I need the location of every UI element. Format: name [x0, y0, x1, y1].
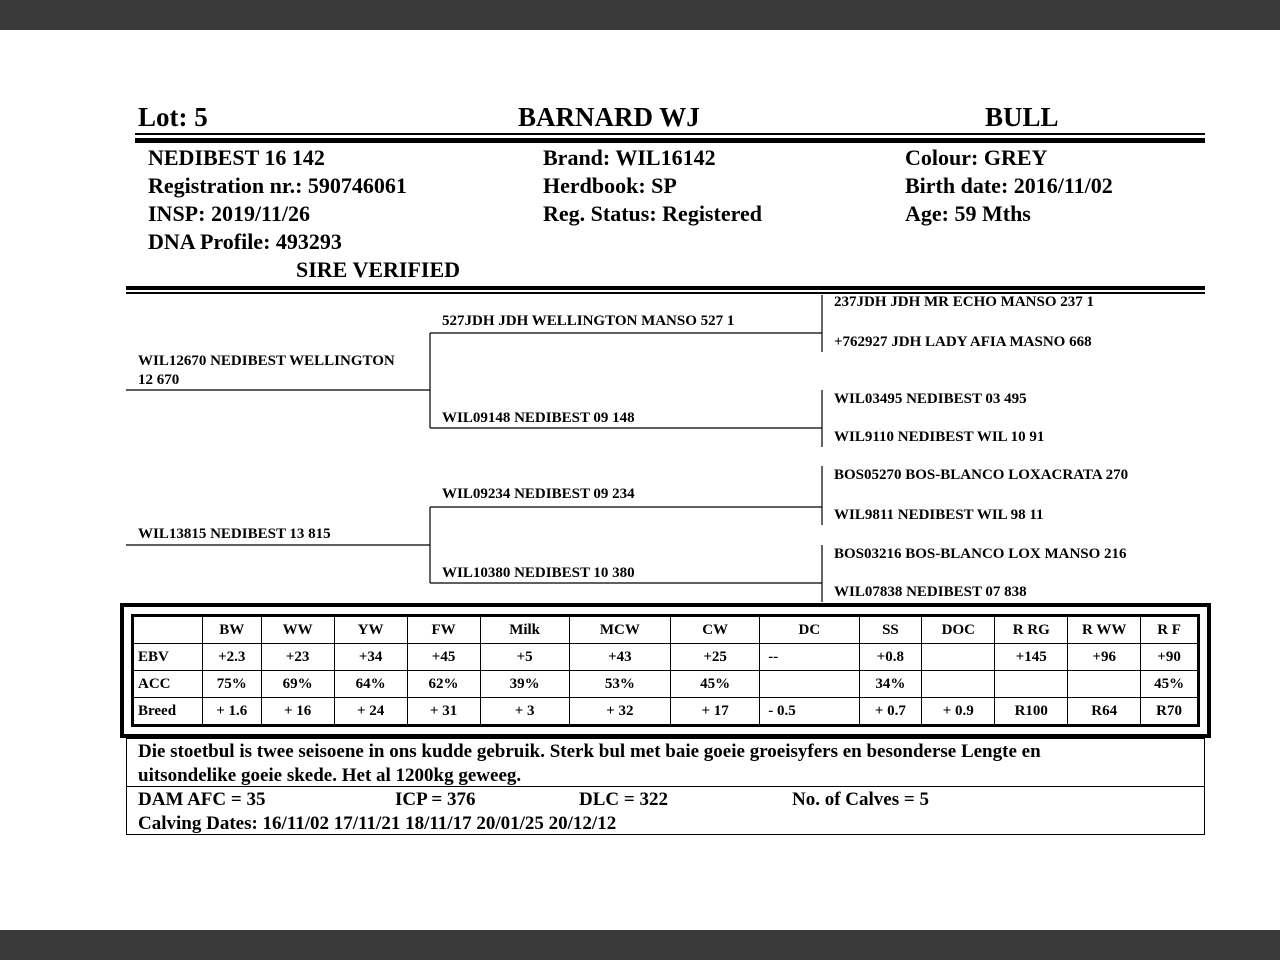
ebv-cell: -- [760, 644, 859, 671]
dam-name: WIL13815 NEDIBEST 13 815 [138, 526, 331, 542]
ebv-col-header: MCW [569, 617, 670, 644]
lot-number: Lot: 5 [138, 102, 208, 132]
ebv-col-header: CW [671, 617, 760, 644]
ebv-cell: 34% [859, 671, 922, 698]
ebv-cell: +43 [569, 644, 670, 671]
ebv-row-label: ACC [134, 671, 203, 698]
ebv-cell: +25 [671, 644, 760, 671]
animal-sex: BULL [985, 102, 1059, 132]
ebv-cell: +145 [995, 644, 1068, 671]
ebv-col-header: Milk [480, 617, 569, 644]
ebv-col-header: YW [334, 617, 407, 644]
ebv-col-header: BW [202, 617, 261, 644]
dam-dlc: DLC = 322 [579, 789, 668, 810]
ebv-col-header: DC [760, 617, 859, 644]
ebv-cell: 45% [1141, 671, 1198, 698]
ebv-col-header: R F [1141, 617, 1198, 644]
dam-stats-box [126, 786, 1205, 835]
ggp-3: WIL03495 NEDIBEST 03 495 [834, 391, 1027, 407]
ebv-cell: 39% [480, 671, 569, 698]
bottom-dark-bar [0, 930, 1280, 960]
ebv-cell: + 0.7 [859, 698, 922, 725]
dam-calves: No. of Calves = 5 [792, 789, 929, 810]
herdbook: Herdbook: SP [543, 173, 677, 198]
ggp-4: WIL9110 NEDIBEST WIL 10 91 [834, 429, 1045, 445]
ebv-table-frame [120, 603, 1211, 738]
ebv-cell: R64 [1068, 698, 1141, 725]
ebv-col-header: WW [261, 617, 334, 644]
ebv-col-header: SS [859, 617, 922, 644]
dam-sire-name: WIL09234 NEDIBEST 09 234 [442, 486, 635, 502]
ebv-header-row [134, 617, 1198, 644]
ebv-table-inner-frame [131, 614, 1200, 727]
sire-name-line2: 12 670 [138, 372, 180, 388]
calving-dates: Calving Dates: 16/11/02 17/11/21 18/11/17 20/01/25 20/12/12 [138, 813, 617, 834]
registration-number: Registration nr.: 590746061 [148, 173, 407, 198]
colour: Colour: GREY [905, 145, 1048, 170]
ebv-cell: 62% [407, 671, 480, 698]
sire-dam-name: WIL09148 NEDIBEST 09 148 [442, 410, 635, 426]
ebv-cell: + 17 [671, 698, 760, 725]
ebv-cell: + 0.9 [922, 698, 995, 725]
ebv-row-acc [134, 671, 1198, 698]
ebv-cell [760, 671, 859, 698]
ebv-cell: 69% [261, 671, 334, 698]
ebv-cell: 53% [569, 671, 670, 698]
ebv-col-header: DOC [922, 617, 995, 644]
sire-name: WIL12670 NEDIBEST WELLINGTON [138, 353, 395, 369]
ebv-cell [922, 671, 995, 698]
dam-dam-name: WIL10380 NEDIBEST 10 380 [442, 565, 635, 581]
ebv-cell: + 16 [261, 698, 334, 725]
ebv-cell: +45 [407, 644, 480, 671]
breeder-name: BARNARD WJ [518, 102, 700, 132]
birth-date: Birth date: 2016/11/02 [905, 173, 1113, 198]
age: Age: 59 Mths [905, 201, 1031, 226]
dam-afc: DAM AFC = 35 [138, 789, 266, 810]
ggp-2: +762927 JDH LADY AFIA MASNO 668 [834, 334, 1092, 350]
ebv-cell: +0.8 [859, 644, 922, 671]
dna-profile: DNA Profile: 493293 [148, 229, 342, 254]
ebv-cell [1068, 671, 1141, 698]
ebv-row-label: Breed [134, 698, 203, 725]
comment-line-2: uitsondelike goeie skede. Het al 1200kg geweeg. [138, 765, 522, 786]
ebv-cell: +34 [334, 644, 407, 671]
ebv-row-ebv [134, 644, 1198, 671]
ggp-6: WIL9811 NEDIBEST WIL 98 11 [834, 507, 1044, 523]
ebv-row-label: EBV [134, 644, 203, 671]
ebv-cell: +2.3 [202, 644, 261, 671]
ebv-cell: + 1.6 [202, 698, 261, 725]
animal-name: NEDIBEST 16 142 [148, 145, 325, 170]
ebv-row-breed [134, 698, 1198, 725]
ebv-cell: - 0.5 [760, 698, 859, 725]
ebv-cell: 64% [334, 671, 407, 698]
ggp-5: BOS05270 BOS-BLANCO LOXACRATA 270 [834, 467, 1129, 483]
comment-line-1: Die stoetbul is twee seisoene in ons kudde gebruik. Sterk bul met baie goeie groeisyfers en besonderse Lengte en [138, 741, 1041, 762]
reg-status: Reg. Status: Registered [543, 201, 762, 226]
dam-icp: ICP = 376 [395, 789, 476, 810]
ebv-col-header: FW [407, 617, 480, 644]
ggp-8: WIL07838 NEDIBEST 07 838 [834, 584, 1027, 600]
ggp-1: 237JDH JDH MR ECHO MANSO 237 1 [834, 294, 1094, 310]
insp-date: INSP: 2019/11/26 [148, 201, 310, 226]
ebv-col-header: R WW [1068, 617, 1141, 644]
ebv-cell: + 31 [407, 698, 480, 725]
ebv-cell: 45% [671, 671, 760, 698]
ebv-cell: 75% [202, 671, 261, 698]
comments-box [126, 738, 1205, 787]
sire-verified: SIRE VERIFIED [296, 257, 461, 282]
ebv-cell: +90 [1141, 644, 1198, 671]
ebv-cell: +23 [261, 644, 334, 671]
ebv-table [133, 616, 1198, 725]
brand: Brand: WIL16142 [543, 145, 716, 170]
ebv-cell: R70 [1141, 698, 1198, 725]
ebv-cell [922, 644, 995, 671]
ebv-cell: + 24 [334, 698, 407, 725]
sire-sire-name: 527JDH JDH WELLINGTON MANSO 527 1 [442, 313, 735, 329]
ebv-col-header [134, 617, 203, 644]
ebv-cell: +96 [1068, 644, 1141, 671]
ebv-cell: + 32 [569, 698, 670, 725]
ebv-cell: +5 [480, 644, 569, 671]
ebv-cell [995, 671, 1068, 698]
ebv-cell: + 3 [480, 698, 569, 725]
ggp-7: BOS03216 BOS-BLANCO LOX MANSO 216 [834, 546, 1127, 562]
ebv-col-header: R RG [995, 617, 1068, 644]
ebv-cell: R100 [995, 698, 1068, 725]
